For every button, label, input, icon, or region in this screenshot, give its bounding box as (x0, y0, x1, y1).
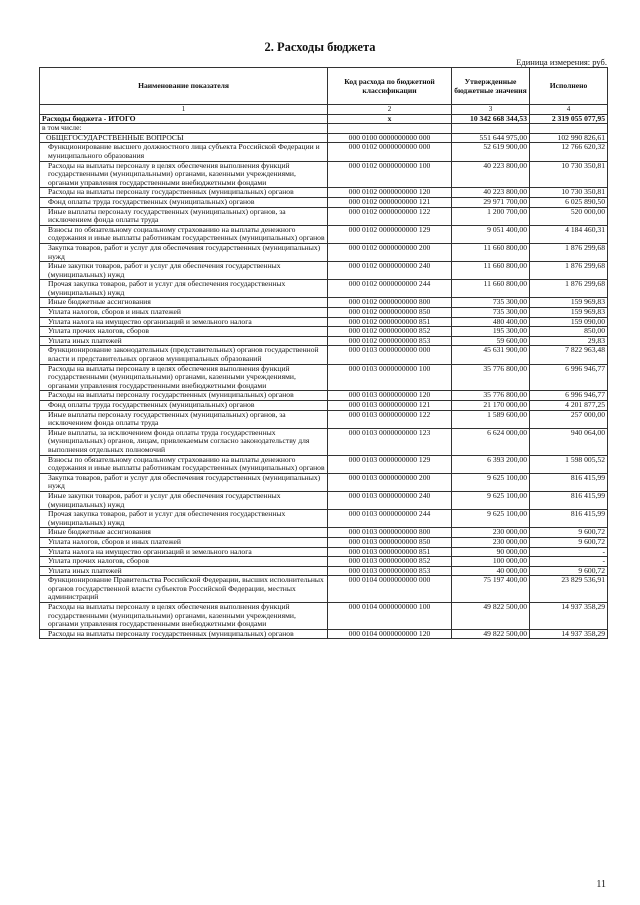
table-row (40, 207, 608, 225)
row-name: Функционирование законодательных (представительных) органов государственной власти и представительных органов муниципальных образований (40, 346, 328, 364)
row-code: 000 0102 0000000000 120 (328, 188, 452, 198)
table-row (40, 428, 608, 455)
row-executed: 14 937 358,29 (530, 629, 608, 639)
row-name: Закупка товаров, работ и услуг для обеспечения государственных (муниципальных) нужд (40, 243, 328, 261)
total-approved: 10 342 668 344,53 (452, 114, 530, 124)
row-approved: 29 971 700,00 (452, 197, 530, 207)
row-executed: 1 876 299,68 (530, 243, 608, 261)
row-name: Иные выплаты, за исключением фонда оплаты труда государственных (муниципальных) органов, лицам, привлекаемым согласно законодательству для выполнения отдельных полномочий (40, 428, 328, 455)
table-row (40, 262, 608, 280)
row-executed: 14 937 358,29 (530, 603, 608, 630)
row-executed: 6 996 946,77 (530, 391, 608, 401)
column-number-row (40, 105, 608, 115)
row-code: 000 0103 0000000000 100 (328, 364, 452, 391)
row-code: 000 0102 0000000000 240 (328, 262, 452, 280)
table-row (40, 133, 608, 143)
table-row (40, 491, 608, 509)
table-row (40, 566, 608, 576)
header-row (40, 68, 608, 105)
units-label: Единица измерения: руб. (516, 57, 607, 67)
row-name: Расходы на выплаты персоналу государственных (муниципальных) органов (40, 188, 328, 198)
row-approved: 35 776 800,00 (452, 391, 530, 401)
page-title: 2. Расходы бюджета (264, 40, 376, 54)
row-name: Закупка товаров, работ и услуг для обеспечения государственных (муниципальных) нужд (40, 473, 328, 491)
row-code: 000 0102 0000000000 122 (328, 207, 452, 225)
row-name: Расходы на выплаты персоналу государственных (муниципальных) органов (40, 629, 328, 639)
row-approved: 9 051 400,00 (452, 225, 530, 243)
row-executed: 816 415,99 (530, 510, 608, 528)
row-code: 000 0102 0000000000 129 (328, 225, 452, 243)
row-approved: 551 644 975,00 (452, 133, 530, 143)
row-executed: 9 600,72 (530, 537, 608, 547)
row-code: 000 0102 0000000000 244 (328, 280, 452, 298)
row-executed: 9 600,72 (530, 528, 608, 538)
row-code: 000 0103 0000000000 120 (328, 391, 452, 401)
column-number: 1 (40, 105, 328, 115)
row-code: 000 0102 0000000000 200 (328, 243, 452, 261)
column-number: 2 (328, 105, 452, 115)
row-executed: 520 000,00 (530, 207, 608, 225)
row-name: Расходы на выплаты персоналу в целях обеспечения выполнения функций государственными (муниципальными) органами, казенными учреждениями, органами управления государственными внебюджетными фондами (40, 161, 328, 188)
row-approved: 11 660 800,00 (452, 280, 530, 298)
row-executed: 6 996 946,77 (530, 364, 608, 391)
row-approved: 230 000,00 (452, 528, 530, 538)
row-approved: 11 660 800,00 (452, 243, 530, 261)
expenses-table-wrapper (39, 67, 607, 639)
row-code: 000 0104 0000000000 120 (328, 629, 452, 639)
row-name: Уплата налога на имущество организаций и земельного налога (40, 317, 328, 327)
row-approved: 40 000,00 (452, 566, 530, 576)
page-number: 11 (596, 879, 606, 890)
row-executed: 850,00 (530, 327, 608, 337)
row-name: Фонд оплаты труда государственных (муниципальных) органов (40, 401, 328, 411)
row-executed: 23 829 536,91 (530, 576, 608, 603)
row-approved: 45 631 900,00 (452, 346, 530, 364)
row-approved: 6 624 000,00 (452, 428, 530, 455)
header-name: Наименование показателя (40, 68, 328, 105)
row-approved: 90 000,00 (452, 547, 530, 557)
row-executed: 257 000,00 (530, 410, 608, 428)
row-code: 000 0103 0000000000 244 (328, 510, 452, 528)
column-number: 3 (452, 105, 530, 115)
table-row (40, 401, 608, 411)
including-row (40, 124, 608, 134)
row-code: 000 0103 0000000000 852 (328, 557, 452, 567)
row-executed: 1 876 299,68 (530, 262, 608, 280)
table-row (40, 317, 608, 327)
row-code: 000 0103 0000000000 129 (328, 455, 452, 473)
table-row (40, 280, 608, 298)
row-code: 000 0102 0000000000 121 (328, 197, 452, 207)
row-name: Уплата иных платежей (40, 566, 328, 576)
header-approved: Утвержденные бюджетные значения (452, 68, 530, 105)
budget-expenses-table (39, 67, 608, 639)
row-executed: 7 822 963,48 (530, 346, 608, 364)
row-name: Функционирование высшего должностного лица субъекта Российской Федерации и муниципального образования (40, 143, 328, 161)
row-code: 000 0103 0000000000 123 (328, 428, 452, 455)
row-code: 000 0103 0000000000 800 (328, 528, 452, 538)
row-executed: - (530, 547, 608, 557)
row-approved: 9 625 100,00 (452, 473, 530, 491)
row-approved: 59 600,00 (452, 336, 530, 346)
table-row (40, 161, 608, 188)
row-name: Уплата прочих налогов, сборов (40, 557, 328, 567)
row-code: 000 0103 0000000000 200 (328, 473, 452, 491)
row-executed: 816 415,99 (530, 491, 608, 509)
including-label: в том числе: (40, 124, 328, 134)
total-code: x (328, 114, 452, 124)
table-row (40, 364, 608, 391)
row-name: Взносы по обязательному социальному страхованию на выплаты денежного содержания и иные выплаты работникам государственных (муниципальных) органов (40, 455, 328, 473)
total-executed: 2 319 055 077,95 (530, 114, 608, 124)
table-row (40, 298, 608, 308)
column-number: 4 (530, 105, 608, 115)
row-executed: 29,83 (530, 336, 608, 346)
row-name: Уплата прочих налогов, сборов (40, 327, 328, 337)
row-approved: 9 625 100,00 (452, 510, 530, 528)
table-row (40, 410, 608, 428)
row-code: 000 0102 0000000000 851 (328, 317, 452, 327)
row-code: 000 0103 0000000000 851 (328, 547, 452, 557)
row-executed: 102 990 826,61 (530, 133, 608, 143)
row-executed: 4 184 460,31 (530, 225, 608, 243)
table-row (40, 557, 608, 567)
row-code: 000 0103 0000000000 853 (328, 566, 452, 576)
table-row (40, 576, 608, 603)
row-approved: 49 822 500,00 (452, 603, 530, 630)
total-name: Расходы бюджета - ИТОГО (40, 114, 328, 124)
row-approved: 100 000,00 (452, 557, 530, 567)
row-executed: 10 730 350,81 (530, 188, 608, 198)
row-code: 000 0104 0000000000 000 (328, 576, 452, 603)
table-row (40, 629, 608, 639)
row-executed: 6 025 890,50 (530, 197, 608, 207)
row-approved: 9 625 100,00 (452, 491, 530, 509)
row-name: Иные бюджетные ассигнования (40, 298, 328, 308)
table-row (40, 473, 608, 491)
row-name: Расходы на выплаты персоналу в целях обеспечения выполнения функций государственными (муниципальными) органами, казенными учреждениями, органами управления государственными внебюджетными фондами (40, 364, 328, 391)
row-approved: 230 000,00 (452, 537, 530, 547)
row-approved: 1 200 700,00 (452, 207, 530, 225)
row-executed: 1 876 299,68 (530, 280, 608, 298)
table-row (40, 308, 608, 318)
table-row (40, 327, 608, 337)
row-approved: 1 589 600,00 (452, 410, 530, 428)
row-executed: 12 766 620,32 (530, 143, 608, 161)
row-name: Иные бюджетные ассигнования (40, 528, 328, 538)
row-code: 000 0103 0000000000 122 (328, 410, 452, 428)
row-name: Прочая закупка товаров, работ и услуг для обеспечения государственных (муниципальных) нужд (40, 280, 328, 298)
header-code: Код расхода по бюджетной классификации (328, 68, 452, 105)
row-approved: 735 300,00 (452, 298, 530, 308)
row-approved: 21 170 000,00 (452, 401, 530, 411)
row-executed: 159 090,00 (530, 317, 608, 327)
row-executed: 9 600,72 (530, 566, 608, 576)
table-row (40, 391, 608, 401)
row-approved: 11 660 800,00 (452, 262, 530, 280)
table-row (40, 188, 608, 198)
row-name: Уплата налогов, сборов и иных платежей (40, 308, 328, 318)
row-approved: 195 300,00 (452, 327, 530, 337)
row-code: 000 0102 0000000000 100 (328, 161, 452, 188)
row-executed: 159 969,83 (530, 298, 608, 308)
row-executed: 940 064,00 (530, 428, 608, 455)
row-name: Взносы по обязательному социальному страхованию на выплаты денежного содержания и иные выплаты работникам государственных (муниципальных) органов (40, 225, 328, 243)
table-row (40, 547, 608, 557)
row-code: 000 0102 0000000000 800 (328, 298, 452, 308)
row-approved: 52 619 900,00 (452, 143, 530, 161)
total-row (40, 114, 608, 124)
row-code: 000 0102 0000000000 850 (328, 308, 452, 318)
table-row (40, 537, 608, 547)
row-name: Расходы на выплаты персоналу в целях обеспечения выполнения функций государственными (муниципальными) органами, казенными учреждениями, органами управления государственными внебюджетными фондами (40, 603, 328, 630)
row-executed: - (530, 557, 608, 567)
row-executed: 159 969,83 (530, 308, 608, 318)
row-name: Функционирование Правительства Российской Федерации, высших исполнительных органов государственной власти субъектов Российской Федерации, местных администраций (40, 576, 328, 603)
table-row (40, 225, 608, 243)
row-name: Иные закупки товаров, работ и услуг для обеспечения государственных (муниципальных) нужд (40, 491, 328, 509)
table-row (40, 243, 608, 261)
row-executed: 1 598 005,52 (530, 455, 608, 473)
row-code: 000 0102 0000000000 852 (328, 327, 452, 337)
row-executed: 10 730 350,81 (530, 161, 608, 188)
row-name: Уплата иных платежей (40, 336, 328, 346)
row-name: Иные выплаты персоналу государственных (муниципальных) органов, за исключением фонда оплаты труда (40, 207, 328, 225)
row-executed: 816 415,99 (530, 473, 608, 491)
table-row (40, 143, 608, 161)
table-row (40, 197, 608, 207)
row-approved: 40 223 800,00 (452, 161, 530, 188)
table-body (40, 114, 608, 639)
row-approved: 40 223 800,00 (452, 188, 530, 198)
row-name: Уплата налога на имущество организаций и земельного налога (40, 547, 328, 557)
table-row (40, 510, 608, 528)
table-row (40, 528, 608, 538)
row-name: Фонд оплаты труда государственных (муниципальных) органов (40, 197, 328, 207)
row-name: Расходы на выплаты персоналу государственных (муниципальных) органов (40, 391, 328, 401)
row-code: 000 0103 0000000000 240 (328, 491, 452, 509)
table-row (40, 455, 608, 473)
table-row (40, 336, 608, 346)
row-code: 000 0102 0000000000 000 (328, 143, 452, 161)
row-name: Уплата налогов, сборов и иных платежей (40, 537, 328, 547)
table-row (40, 603, 608, 630)
row-code: 000 0103 0000000000 121 (328, 401, 452, 411)
row-code: 000 0102 0000000000 853 (328, 336, 452, 346)
row-approved: 480 400,00 (452, 317, 530, 327)
row-approved: 49 822 500,00 (452, 629, 530, 639)
row-code: 000 0100 0000000000 000 (328, 133, 452, 143)
row-approved: 735 300,00 (452, 308, 530, 318)
row-name: Иные закупки товаров, работ и услуг для обеспечения государственных (муниципальных) нужд (40, 262, 328, 280)
row-name: Иные выплаты персоналу государственных (муниципальных) органов, за исключением фонда оплаты труда (40, 410, 328, 428)
row-name: ОБЩЕГОСУДАРСТВЕННЫЕ ВОПРОСЫ (40, 133, 328, 143)
row-executed: 4 201 877,25 (530, 401, 608, 411)
row-name: Прочая закупка товаров, работ и услуг для обеспечения государственных (муниципальных) нужд (40, 510, 328, 528)
row-approved: 75 197 400,00 (452, 576, 530, 603)
row-code: 000 0104 0000000000 100 (328, 603, 452, 630)
row-approved: 6 393 200,00 (452, 455, 530, 473)
table-row (40, 346, 608, 364)
row-code: 000 0103 0000000000 000 (328, 346, 452, 364)
row-code: 000 0103 0000000000 850 (328, 537, 452, 547)
row-approved: 35 776 800,00 (452, 364, 530, 391)
header-executed: Исполнено (530, 68, 608, 105)
